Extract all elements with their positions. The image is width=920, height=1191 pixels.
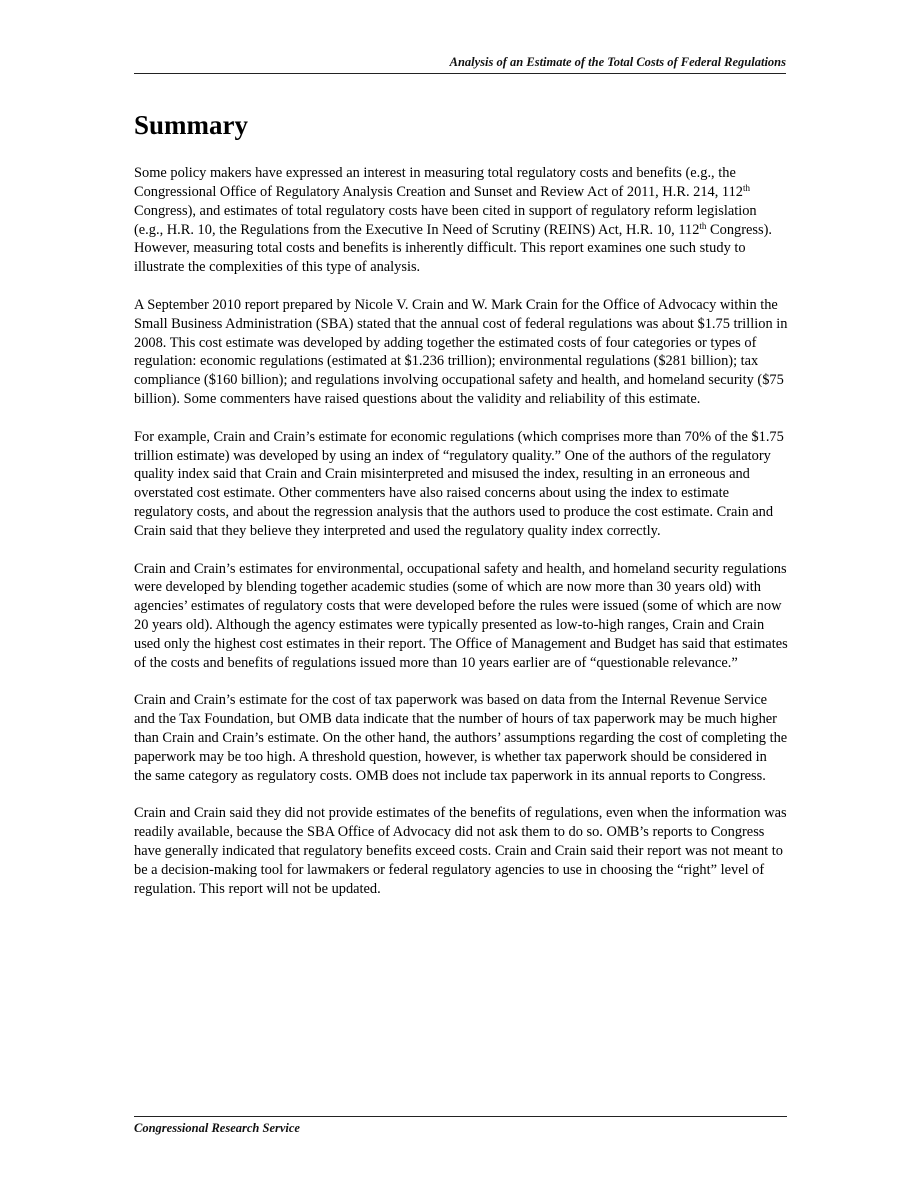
paragraph-5: Crain and Crain’s estimate for the cost of tax paperwork was based on data from the Internal Revenue Service and the Tax Foundation, but OMB data indicate that the number of hours of tax paperwork may be much higher than Crain and Crain’s estimate. On the other hand, the authors’ assumptions regarding the cost of completing the paperwork may be too high. A threshold question, however, is whether tax paperwork should be considered in the same category as regulatory costs. OMB does not include tax paperwork in its annual reports to Congress. xyxy=(134,692,788,784)
paragraph-4: Crain and Crain’s estimates for environmental, occupational safety and health, and homeland security regulations were developed by blending together academic studies (some of which are now more than 30 years old) with agencies’ estimates of regulatory costs that were developed before the rules were issued (some of which are now 20 years old). Although the agency estimates were typically presented as low-to-high ranges, Crain and Crain used only the highest cost estimates in their report. The Office of Management and Budget has said that estimates of the costs and benefits of regulations issued more than 10 years earlier are of “questionable relevance.” xyxy=(134,560,788,671)
paragraph-1-part-b: Congress), and estimates of total regulatory costs have been cited in support of regulatory reform legislation (e.g., H.R. 10, the Regulations from the Executive In Need of Scrutiny (REINS) Act, H.R. 10, 112 xyxy=(134,202,757,238)
footer-divider xyxy=(134,1116,787,1117)
section-title: Summary xyxy=(134,110,248,140)
paragraph-6: Crain and Crain said they did not provide estimates of the benefits of regulations, even when the information was readily available, because the SBA Office of Advocacy did not ask them to do so. OMB’s reports to Congress have generally indicated that regulatory benefits exceed costs. Crain and Crain said their report was not meant to be a decision-making tool for lawmakers or federal regulatory agencies to use in choosing the “right” level of regulation. This report will not be updated. xyxy=(134,805,787,897)
running-header: Analysis of an Estimate of the Total Costs of Federal Regulations xyxy=(134,55,786,74)
paragraph-2: A September 2010 report prepared by Nicole V. Crain and W. Mark Crain for the Office of Advocacy within the Small Business Administration (SBA) stated that the annual cost of federal regulations was about $1.75 trillion in 2008. This cost estimate was developed by adding together the estimated costs of four categories or types of regulation: economic regulations (estimated at $1.236 trillion); environmental regulations ($281 billion); tax compliance ($160 billion); and regulations involving occupational safety and health, and homeland security ($75 billion). Some commenters have raised questions about the validity and reliability of this estimate. xyxy=(134,296,788,408)
superscript-th: th xyxy=(742,182,750,193)
footer-source: Congressional Research Service xyxy=(134,1121,300,1135)
summary-body xyxy=(134,164,788,917)
paragraph-1-part-c: Congress). However, measuring total costs and benefits is inherently difficult. This report examines one such study to illustrate the complexities of this type of analysis. xyxy=(134,221,772,276)
paragraph-1-part-a: Some policy makers have expressed an interest in measuring total regulatory costs and benefits (e.g., the Congressional Office of Regulatory Analysis Creation and Sunset and Review Act of 2011, H.R. 214, 112 xyxy=(134,165,743,200)
paragraph-3: For example, Crain and Crain’s estimate for economic regulations (which comprises more than 70% of the $1.75 trillion estimate) was developed by using an index of “regulatory quality.” One of the authors of the regulatory quality index said that Crain and Crain misinterpreted and misused the index, resulting in an erroneous and overstated cost estimate. Other commenters have also raised concerns about using the index to estimate regulatory costs, and about the regression analysis that the authors used to produce the cost estimate. Crain and Crain said that they believe they interpreted and used the regulatory quality index correctly. xyxy=(134,428,784,539)
paragraph-1 xyxy=(134,164,788,277)
superscript-th: th xyxy=(699,220,707,231)
